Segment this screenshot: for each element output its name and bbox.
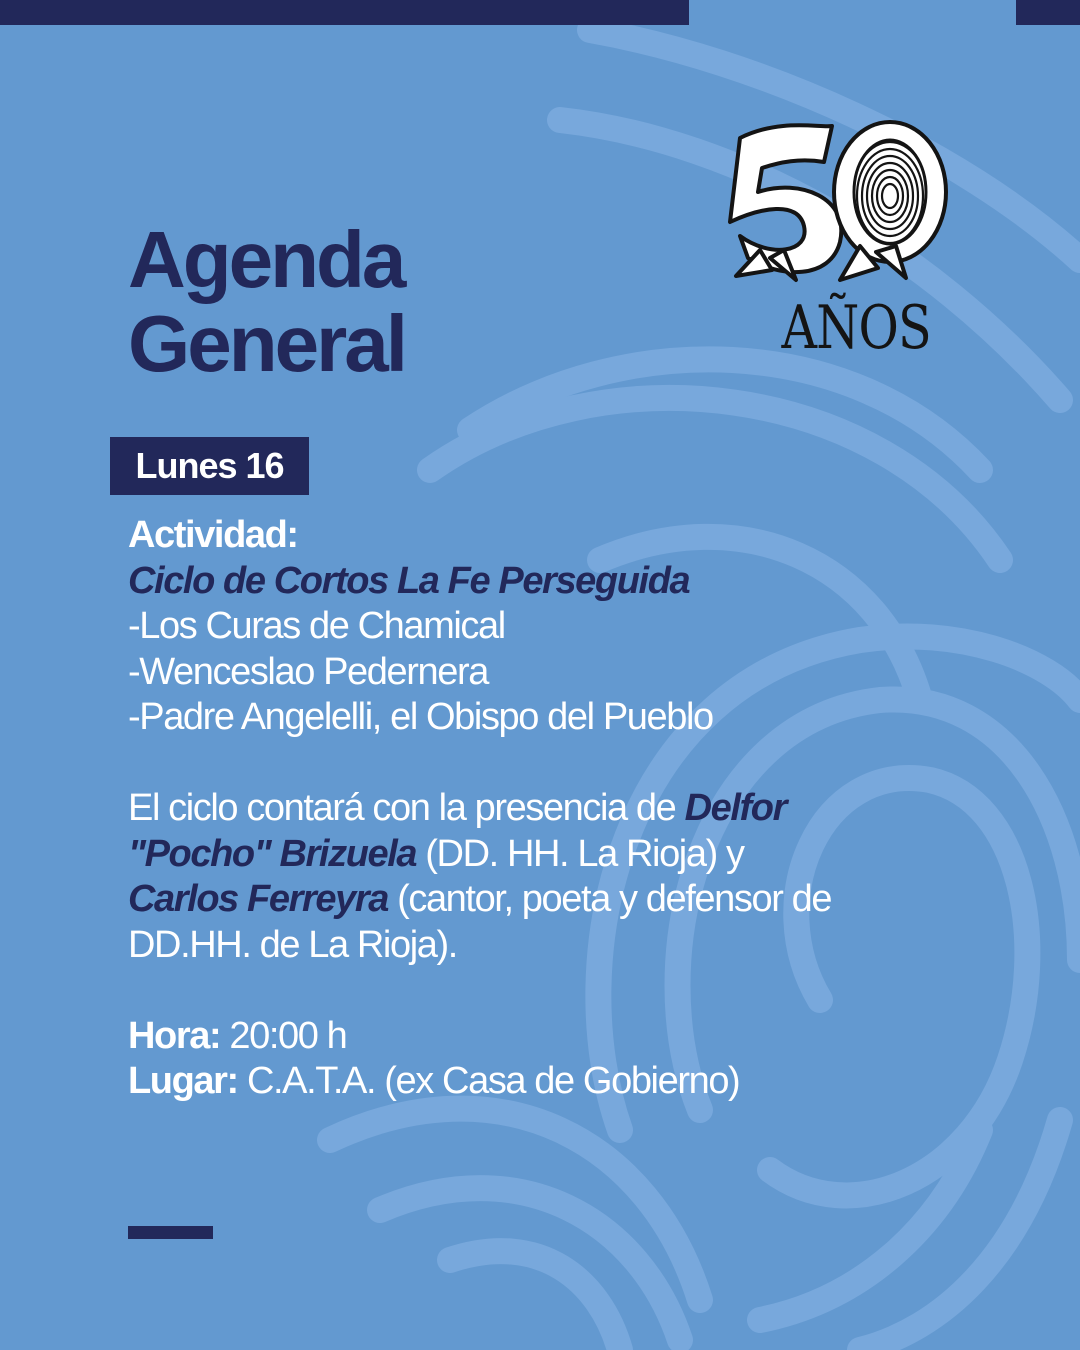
place-value: C.A.T.A. (ex Casa de Gobierno) [237,1060,740,1102]
day-badge: Lunes 16 [110,437,309,495]
event-details [128,513,848,1105]
top-accent-bar-right [1016,0,1080,25]
title-line-2: General [128,299,405,388]
activity-name: Ciclo de Cortos La Fe Perseguida [128,559,690,602]
page-title [128,215,405,388]
logo-years-text: AÑOS [781,293,931,363]
title-line-1: Agenda [128,215,404,304]
place-line [128,1059,848,1105]
guest-role: (DD. HH. La Rioja) y [416,832,744,875]
place-label: Lugar: [128,1060,238,1102]
guest-name: Carlos Ferreyra [128,878,388,920]
activity-label: Actividad: [128,514,298,556]
guest-name: Delfor "Pocho" Brizuela [128,787,786,875]
film-item: -Wenceslao Pedernera [128,650,488,693]
film-item: -Padre Angelelli, el Obispo del Pueblo [128,696,713,738]
guest-role: (cantor, poeta y defensor de DD.HH. de La Rioja). [128,878,832,966]
time-line [128,1014,848,1060]
time-value: 20:00 h [220,1014,347,1057]
time-label: Hora: [128,1014,221,1057]
description-intro: El ciclo contará con la presencia de [128,787,676,829]
film-item: -Los Curas de Chamical [128,605,505,647]
bottom-accent-dash [128,1226,213,1239]
description-paragraph [128,786,848,968]
top-accent-bar [0,0,689,25]
